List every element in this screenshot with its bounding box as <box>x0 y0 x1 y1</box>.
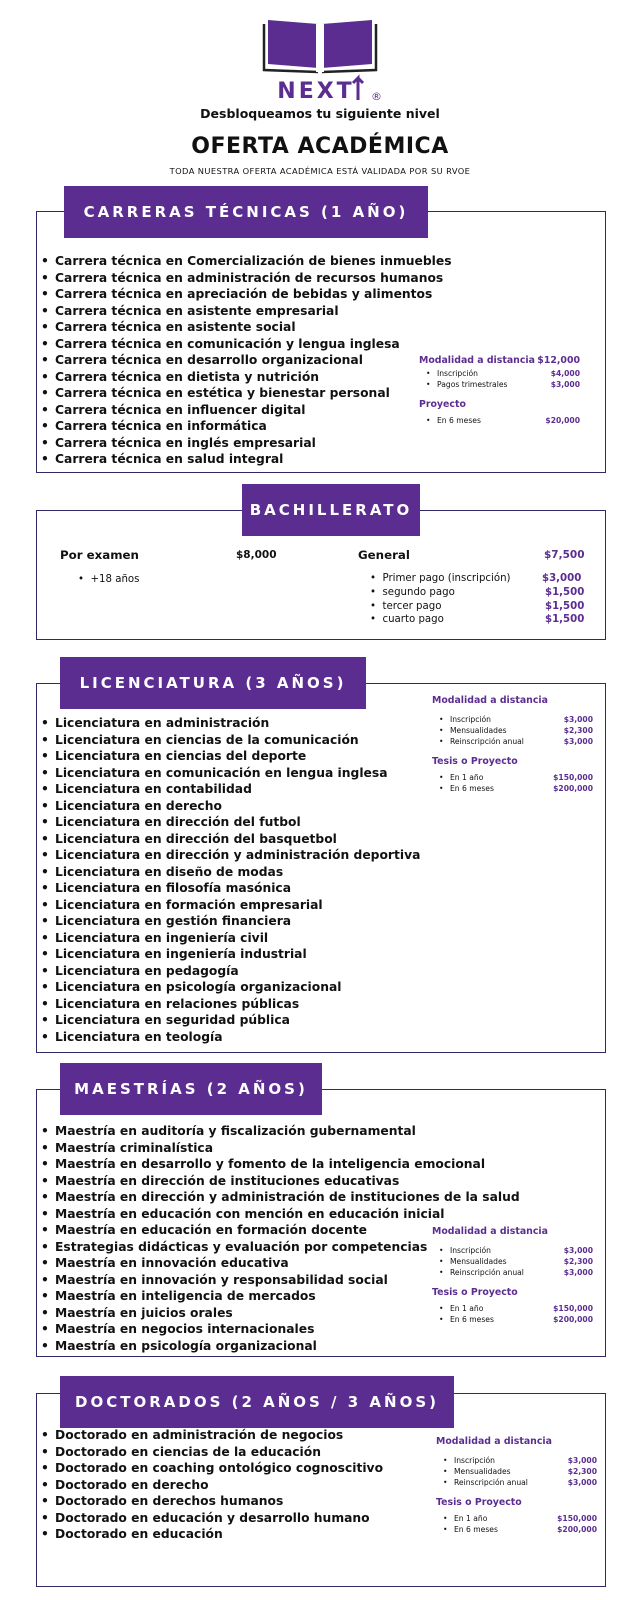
price-row <box>432 726 593 737</box>
general-row-amount: $1,500 <box>545 587 585 598</box>
program-item: • Doctorado en educación y desarrollo humano <box>38 1510 383 1527</box>
price-row <box>436 1514 597 1525</box>
price-label <box>419 399 580 413</box>
price-label: Inscripción <box>450 715 491 724</box>
bachillerato-banner <box>242 484 420 536</box>
program-item: • Licenciatura en seguridad pública <box>38 1012 420 1029</box>
price-label: Reinscripción anual <box>454 1478 528 1487</box>
price-row <box>436 1467 597 1478</box>
program-item: • Licenciatura en ciencias del deporte <box>38 748 420 765</box>
row-label: Primer pago (inscripción) <box>382 573 511 584</box>
maestrias-title: MAESTRÍAS (2 AÑOS) <box>74 1080 308 1098</box>
program-item: • Maestría en psicología organizacional <box>38 1338 520 1355</box>
price-amount: $3,000 <box>550 380 580 389</box>
row-label: tercer pago <box>382 601 442 612</box>
licenciatura-title: LICENCIATURA (3 AÑOS) <box>79 674 347 692</box>
next-logo <box>258 14 382 104</box>
price-row <box>436 1525 597 1536</box>
general-row: • cuarto pago <box>370 614 444 625</box>
price-row <box>432 1246 593 1257</box>
general-row-amount: $1,500 <box>545 614 585 625</box>
program-item: • Maestría en inteligencia de mercados <box>38 1288 520 1305</box>
program-item: • Carrera técnica en informática <box>38 418 452 435</box>
program-item: • Licenciatura en administración <box>38 715 420 732</box>
price-label: En 1 año <box>454 1514 488 1523</box>
program-item: • Carrera técnica en desarrollo organizacional <box>38 352 452 369</box>
price-amount: $3,000 <box>567 1456 597 1465</box>
panel-heading: Modalidad a distancia <box>432 695 548 706</box>
price-row <box>432 1304 593 1315</box>
general-row: • Primer pago (inscripción) <box>370 573 511 584</box>
maestrias-banner <box>60 1063 322 1115</box>
program-item: • Carrera técnica en influencer digital <box>38 402 452 419</box>
price-amount: $3,000 <box>563 715 593 724</box>
price-amount: $2,300 <box>563 1257 593 1266</box>
price-amount: $4,000 <box>550 369 580 378</box>
doctorados-modalidad-panel <box>436 1436 597 1536</box>
panel-amount: $12,000 <box>537 355 580 366</box>
panel-heading: Tesis o Proyecto <box>436 1497 522 1508</box>
price-amount: $2,300 <box>563 726 593 735</box>
panel-heading: Modalidad a distancia <box>436 1436 552 1447</box>
price-row <box>432 1257 593 1268</box>
program-item: • Licenciatura en pedagogía <box>38 963 420 980</box>
price-amount: $150,000 <box>553 1304 593 1313</box>
price-label <box>436 1436 597 1450</box>
program-item: • Carrera técnica en Comercialización de bienes inmuebles <box>38 253 452 270</box>
program-item: • Carrera técnica en estética y bienestar personal <box>38 385 452 402</box>
program-item: • Maestría criminalística <box>38 1140 520 1157</box>
program-item: • Carrera técnica en asistente social <box>38 319 452 336</box>
price-row <box>432 784 593 795</box>
maestrias-modalidad-panel <box>432 1226 593 1326</box>
doctorados-list <box>38 1427 383 1543</box>
general-amount: $7,500 <box>544 549 585 561</box>
panel-heading: Tesis o Proyecto <box>432 1287 518 1298</box>
general-row: • segundo pago <box>370 587 455 598</box>
price-label: Pagos trimestrales <box>437 380 508 389</box>
program-item: • Licenciatura en ingeniería industrial <box>38 946 420 963</box>
program-item: • Carrera técnica en asistente empresarial <box>38 303 452 320</box>
program-item: • Carrera técnica en comunicación y lengua inglesa <box>38 336 452 353</box>
price-row <box>432 737 593 748</box>
program-item: • Licenciatura en diseño de modas <box>38 864 420 881</box>
carreras-list <box>38 253 452 468</box>
program-item: • Licenciatura en formación empresarial <box>38 897 420 914</box>
general-row-amount: $1,500 <box>545 601 585 612</box>
program-item: • Carrera técnica en administración de recursos humanos <box>38 270 452 287</box>
price-amount: $200,000 <box>557 1525 597 1534</box>
carreras-title: CARRERAS TÉCNICAS (1 AÑO) <box>83 203 409 221</box>
program-item: • Licenciatura en filosofía masónica <box>38 880 420 897</box>
program-item: • Carrera técnica en inglés empresarial <box>38 435 452 452</box>
tagline: Desbloqueamos tu siguiente nivel <box>200 106 440 121</box>
price-label <box>432 1226 593 1240</box>
price-label <box>419 355 580 369</box>
program-item: • Licenciatura en dirección del futbol <box>38 814 420 831</box>
program-item: • Carrera técnica en apreciación de bebidas y alimentos <box>38 286 452 303</box>
program-item: • Maestría en negocios internacionales <box>38 1321 520 1338</box>
price-label: Mensualidades <box>450 726 507 735</box>
price-amount: $200,000 <box>553 1315 593 1324</box>
price-amount: $200,000 <box>553 784 593 793</box>
row-label: +18 años <box>90 574 140 585</box>
program-item: • Doctorado en derecho <box>38 1477 383 1494</box>
doctorados-banner <box>60 1376 454 1428</box>
program-item: • Licenciatura en derecho <box>38 798 420 815</box>
price-label: Inscripción <box>454 1456 495 1465</box>
price-row <box>419 380 580 391</box>
price-row <box>436 1456 597 1467</box>
program-item: • Doctorado en educación <box>38 1526 383 1543</box>
program-item: • Licenciatura en dirección del basquetbol <box>38 831 420 848</box>
price-row <box>432 1315 593 1326</box>
book-icon <box>264 20 376 72</box>
price-row <box>432 715 593 726</box>
program-item: • Licenciatura en gestión financiera <box>38 913 420 930</box>
program-item: • Maestría en dirección y administración de instituciones de la salud <box>38 1189 520 1206</box>
row-label: cuarto pago <box>382 614 444 625</box>
licenciatura-banner <box>60 657 366 709</box>
price-amount: $150,000 <box>557 1514 597 1523</box>
price-row <box>436 1478 597 1489</box>
price-label: En 1 año <box>450 773 484 782</box>
row-label: segundo pago <box>382 587 455 598</box>
price-label: En 6 meses <box>450 784 494 793</box>
program-item: • Maestría en educación en formación docente <box>38 1222 520 1239</box>
program-item: • Licenciatura en psicología organizacional <box>38 979 420 996</box>
price-label: En 6 meses <box>437 416 481 425</box>
program-item: • Licenciatura en teología <box>38 1029 420 1046</box>
price-amount: $3,000 <box>563 737 593 746</box>
price-amount: $150,000 <box>553 773 593 782</box>
program-item: • Estrategias didácticas y evaluación por competencias <box>38 1239 520 1256</box>
price-row <box>419 369 580 380</box>
examen-label: Por examen <box>60 548 139 562</box>
panel-heading: Modalidad a distancia <box>432 1226 548 1237</box>
program-item: • Licenciatura en contabilidad <box>38 781 420 798</box>
brand-wordmark: NEXT <box>277 79 355 104</box>
program-item: • Carrera técnica en salud integral <box>38 451 452 468</box>
program-item: • Licenciatura en ingeniería civil <box>38 930 420 947</box>
doctorados-title: DOCTORADOS (2 AÑOS / 3 AÑOS) <box>75 1393 439 1411</box>
program-item: • Maestría en auditoría y fiscalización gubernamental <box>38 1123 520 1140</box>
program-item: • Maestría en educación con mención en educación inicial <box>38 1206 520 1223</box>
page-subtitle: TODA NUESTRA OFERTA ACADÉMICA ESTÁ VALIDADA POR SU RVOE <box>169 166 471 176</box>
licenciatura-list <box>38 715 420 1045</box>
program-item: • Licenciatura en dirección y administración deportiva <box>38 847 420 864</box>
bachillerato-title: BACHILLERATO <box>249 501 413 519</box>
program-item: • Licenciatura en relaciones públicas <box>38 996 420 1013</box>
trademark-symbol: ® <box>371 90 382 103</box>
price-label: Inscripción <box>437 369 478 378</box>
program-item: • Maestría en innovación educativa <box>38 1255 520 1272</box>
carreras-modalidad-panel <box>419 355 580 427</box>
price-amount: $3,000 <box>563 1268 593 1277</box>
price-label <box>432 1287 593 1301</box>
price-label: Inscripción <box>450 1246 491 1255</box>
program-item: • Doctorado en derechos humanos <box>38 1493 383 1510</box>
price-row <box>432 1268 593 1279</box>
price-label <box>432 695 593 709</box>
price-label: En 1 año <box>450 1304 484 1313</box>
price-amount: $2,300 <box>567 1467 597 1476</box>
program-item: • Maestría en juicios orales <box>38 1305 520 1322</box>
price-label: Reinscripción anual <box>450 737 524 746</box>
program-item: • Maestría en desarrollo y fomento de la inteligencia emocional <box>38 1156 520 1173</box>
program-item: • Doctorado en coaching ontológico cognoscitivo <box>38 1460 383 1477</box>
price-label: Reinscripción anual <box>450 1268 524 1277</box>
panel-heading: Tesis o Proyecto <box>432 756 518 767</box>
price-label <box>436 1497 597 1511</box>
general-row: • tercer pago <box>370 601 442 612</box>
price-amount: $20,000 <box>545 416 580 425</box>
program-item: • Doctorado en administración de negocios <box>38 1427 383 1444</box>
price-label: Mensualidades <box>450 1257 507 1266</box>
program-item: • Maestría en dirección de instituciones educativas <box>38 1173 520 1190</box>
general-row-amount: $3,000 <box>542 573 582 584</box>
price-row <box>432 773 593 784</box>
panel-heading: Proyecto <box>419 399 466 410</box>
program-item: • Maestría en innovación y responsabilidad social <box>38 1272 520 1289</box>
general-label: General <box>358 548 410 562</box>
price-label: En 6 meses <box>454 1525 498 1534</box>
price-amount: $3,000 <box>567 1478 597 1487</box>
licenciatura-modalidad-panel <box>432 695 593 795</box>
price-label <box>432 756 593 770</box>
program-item: • Doctorado en ciencias de la educación <box>38 1444 383 1461</box>
page-title: OFERTA ACADÉMICA <box>191 134 449 159</box>
program-item: • Licenciatura en ciencias de la comunicación <box>38 732 420 749</box>
price-amount: $3,000 <box>563 1246 593 1255</box>
carreras-banner <box>64 186 428 238</box>
price-label: En 6 meses <box>450 1315 494 1324</box>
program-item: • Carrera técnica en dietista y nutrición <box>38 369 452 386</box>
examen-amount: $8,000 <box>236 549 277 561</box>
panel-heading: Modalidad a distancia <box>419 355 535 366</box>
price-row <box>419 416 580 427</box>
examen-note: • +18 años <box>78 574 140 585</box>
program-item: • Licenciatura en comunicación en lengua inglesa <box>38 765 420 782</box>
price-label: Mensualidades <box>454 1467 511 1476</box>
